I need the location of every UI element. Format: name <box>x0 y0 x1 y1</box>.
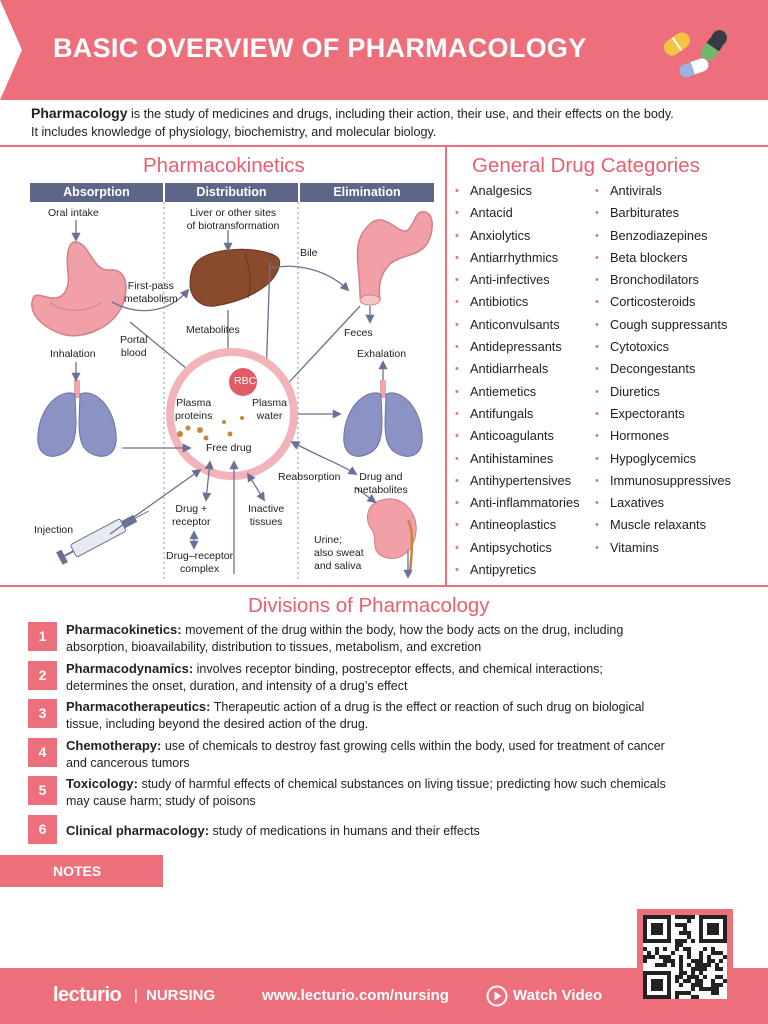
label-metabolites: Metabolites <box>186 324 240 336</box>
divider <box>0 145 768 147</box>
label-drug-receptor-complex: Drug–receptor complex <box>166 550 234 575</box>
divider <box>0 585 768 587</box>
column-absorption: Absorption <box>30 183 163 202</box>
pk-column-header <box>30 183 434 202</box>
liver-icon <box>190 249 280 306</box>
intro-line1: is the study of medicines and drugs, including their action, their use, and their effects on the body. <box>127 107 674 121</box>
label-inactive-tissues: Inactive tissues <box>248 503 285 528</box>
footer-url-link[interactable]: www.lecturio.com/nursing <box>262 987 449 1004</box>
divisions-list <box>28 620 748 851</box>
banner-notch <box>0 0 22 100</box>
division-number-badge: 2 <box>28 661 57 690</box>
drug-category-item: • Anticonvulsants <box>455 314 580 336</box>
division-term: Pharmacokinetics: <box>66 622 182 637</box>
division-row <box>28 620 748 659</box>
division-row <box>28 736 748 775</box>
label-bile: Bile <box>300 247 318 259</box>
drug-category-item: • Antihistamines <box>455 448 580 470</box>
drug-category-item: • Antiemetics <box>455 381 580 403</box>
drug-category-item: • Antidepressants <box>455 336 580 358</box>
qr-code-icon[interactable] <box>637 909 733 1005</box>
notes-band <box>0 855 768 887</box>
label-drug-receptor: Drug + receptor <box>172 503 211 528</box>
qr-code-area <box>643 915 727 999</box>
drug-category-item: • Anticoagulants <box>455 425 580 447</box>
division-row <box>28 697 748 736</box>
label-plasma-proteins: Plasma proteins <box>175 397 213 422</box>
drug-category-item: • Antipsychotics <box>455 537 580 559</box>
lecturio-logo[interactable]: lecturio <box>53 984 122 1006</box>
drug-category-item: • Antineoplastics <box>455 514 580 536</box>
division-line-1: study of harmful effects of chemical substances on living tissue; predicting how such chemicals <box>137 777 666 791</box>
label-feces: Feces <box>344 327 373 339</box>
column-elimination: Elimination <box>300 183 434 202</box>
notes-band-blank <box>163 855 768 887</box>
division-term: Chemotherapy: <box>66 737 162 753</box>
pk-illustration <box>30 202 435 582</box>
division-line-2: and cancerous tumors <box>66 755 190 770</box>
division-row <box>28 659 748 698</box>
division-line-1: Therapeutic action of a drug is the effect or reaction of such drug on biological <box>210 700 645 714</box>
division-row <box>28 774 748 813</box>
division-description <box>66 737 746 772</box>
drug-category-item: • Anti-infectives <box>455 269 580 291</box>
label-injection: Injection <box>34 524 74 536</box>
watch-video-link[interactable]: Watch Video <box>513 987 603 1004</box>
division-number-badge: 5 <box>28 776 57 805</box>
label-exhalation: Exhalation <box>357 348 407 360</box>
kidney-icon <box>367 499 416 574</box>
division-description <box>66 621 746 656</box>
division-number-badge: 1 <box>28 622 57 651</box>
drug-category-item: • Muscle relaxants <box>595 514 731 536</box>
drug-category-item: • Diuretics <box>595 381 731 403</box>
division-term: Pharmacodynamics: <box>66 660 194 676</box>
drug-category-item: • Antivirals <box>595 180 731 202</box>
pharmacokinetics-diagram <box>30 202 435 582</box>
lungs-icon <box>38 380 116 456</box>
footer-product: NURSING <box>146 987 216 1004</box>
drug-category-item: • Antifungals <box>455 403 580 425</box>
page-title: BASIC OVERVIEW OF PHARMACOLOGY <box>53 33 587 63</box>
division-line-1: use of chemicals to destroy fast growing cells within the body, used for treatment of cancer <box>161 738 665 753</box>
division-description <box>66 775 746 810</box>
drug-category-item: • Anti-inflammatories <box>455 492 580 514</box>
drug-category-item: • Immunosuppressives <box>595 470 731 492</box>
division-line-2: determines the onset, duration, and intensity of a drug’s effect <box>66 678 408 693</box>
label-portal-blood: Portal blood <box>120 334 148 359</box>
division-term: Toxicology: <box>66 776 138 791</box>
drug-category-item: • Bronchodilators <box>595 269 731 291</box>
label-free-drug: Free drug <box>206 442 252 454</box>
intro-term: Pharmacology <box>31 105 128 121</box>
intestine-icon <box>358 212 433 305</box>
stomach-icon <box>32 242 126 336</box>
division-term: Clinical pharmacology: <box>66 822 210 838</box>
drug-category-item: • Antiarrhythmics <box>455 247 580 269</box>
division-line-1: movement of the drug within the body, how the body acts on the drug, including <box>181 623 624 637</box>
label-drug-metabolites: Drug and metabolites <box>354 471 408 496</box>
drug-category-item: • Decongestants <box>595 358 731 380</box>
label-inhalation: Inhalation <box>50 348 96 360</box>
footer-separator: | <box>134 987 138 1004</box>
divider <box>445 147 447 585</box>
drug-category-item: • Antibiotics <box>455 291 580 313</box>
title-banner <box>0 0 768 100</box>
drug-category-item: • Expectorants <box>595 403 731 425</box>
drug-category-item: • Vitamins <box>595 537 731 559</box>
drug-list-left <box>455 180 580 581</box>
label-liver: Liver or other sites of biotransformation <box>186 207 280 232</box>
drug-category-item: • Hypoglycemics <box>595 448 731 470</box>
drug-category-item: • Antihypertensives <box>455 470 580 492</box>
drug-category-item: • Analgesics <box>455 180 580 202</box>
division-line-2: may cause harm; study of poisons <box>66 794 256 808</box>
division-line-2: absorption, bioavailability, distribution to tissues, metabolism, and excretion <box>66 640 482 654</box>
drug-category-item: • Benzodiazepines <box>595 225 731 247</box>
drug-category-item: • Cytotoxics <box>595 336 731 358</box>
label-oral-intake: Oral intake <box>48 207 99 219</box>
drug-category-item: • Laxatives <box>595 492 731 514</box>
division-number-badge: 4 <box>28 738 57 767</box>
drug-list-right <box>595 180 731 559</box>
label-reabsorption: Reabsorption <box>278 471 341 483</box>
label-rbc: RBC <box>234 375 257 387</box>
divisions-title: Divisions of Pharmacology <box>248 594 490 617</box>
lungs-icon <box>344 380 422 456</box>
division-number-badge: 6 <box>28 815 57 844</box>
intro-paragraph <box>31 104 741 141</box>
division-line-2: tissue, including beyond the desired action of the drug. <box>66 717 369 731</box>
drug-category-item: • Hormones <box>595 425 731 447</box>
division-description <box>66 698 746 733</box>
drug-category-item: • Barbiturates <box>595 202 731 224</box>
label-plasma-water: Plasma water <box>252 397 288 422</box>
intro-line2: It includes knowledge of physiology, biochemistry, and molecular biology. <box>31 125 437 139</box>
division-line-1: involves receptor binding, postreceptor effects, and chemical interactions; <box>193 661 603 676</box>
division-description <box>66 660 746 695</box>
drug-category-item: • Antipyretics <box>455 559 580 581</box>
label-urine: Urine; also sweat and saliva <box>314 534 364 572</box>
drug-category-item: • Cough suppressants <box>595 314 731 336</box>
division-number-badge: 3 <box>28 699 57 728</box>
division-line-1: study of medications in humans and their effects <box>209 823 480 838</box>
drug-category-item: • Beta blockers <box>595 247 731 269</box>
division-term: Pharmacotherapeutics: <box>66 699 211 714</box>
drug-category-item: • Anxiolytics <box>455 225 580 247</box>
drug-category-item: • Corticosteroids <box>595 291 731 313</box>
division-row <box>28 813 748 852</box>
notes-label: NOTES <box>53 863 102 879</box>
play-circle-icon[interactable] <box>486 985 508 1007</box>
drug-category-item: • Antidiarrheals <box>455 358 580 380</box>
column-distribution: Distribution <box>165 183 298 202</box>
drug-category-item: • Antacid <box>455 202 580 224</box>
label-first-pass: First-pass metabolism <box>124 280 178 305</box>
division-description <box>66 822 746 840</box>
categories-title: General Drug Categories <box>472 154 700 177</box>
qr-code-pattern <box>643 915 727 999</box>
pharmacokinetics-title: Pharmacokinetics <box>143 154 305 177</box>
pills-icon <box>655 16 735 81</box>
